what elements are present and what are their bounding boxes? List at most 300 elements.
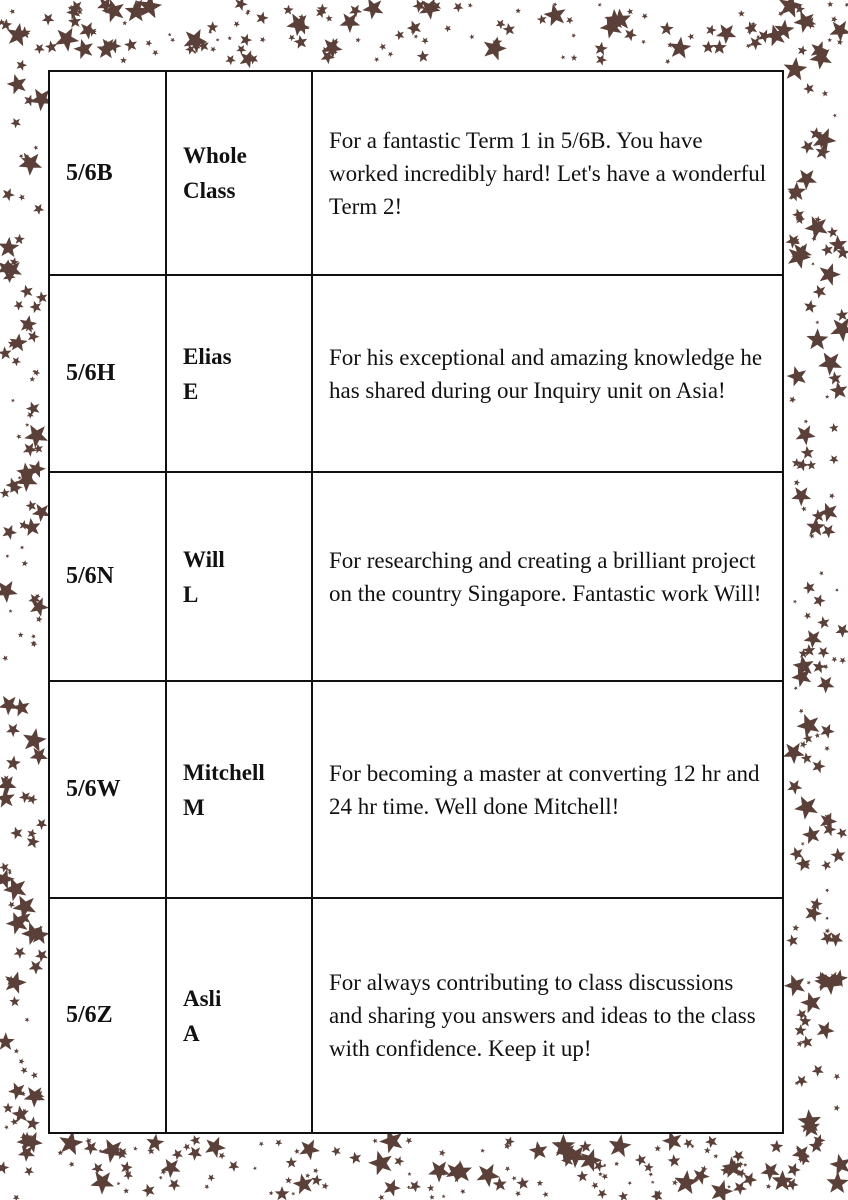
star-icon (35, 949, 48, 962)
star-icon (240, 34, 252, 46)
star-icon (595, 42, 608, 55)
star-icon (133, 1146, 138, 1151)
star-icon (627, 8, 634, 15)
star-icon (409, 1181, 421, 1193)
star-icon (815, 733, 821, 739)
star-icon (25, 1018, 30, 1023)
star-icon (4, 1125, 9, 1130)
star-icon (484, 37, 507, 61)
star-icon (596, 54, 607, 65)
star-icon (624, 29, 637, 42)
star-icon (537, 1180, 544, 1186)
star-icon (227, 36, 232, 41)
star-icon (26, 500, 37, 511)
star-icon (515, 8, 521, 14)
star-icon (648, 1172, 653, 1177)
star-icon (299, 1140, 320, 1161)
star-icon (818, 647, 830, 658)
star-icon (1, 260, 22, 281)
star-icon (787, 366, 807, 386)
star-icon (159, 1176, 163, 1180)
star-icon (24, 1087, 45, 1108)
star-icon (14, 301, 24, 311)
star-icon (800, 992, 820, 1013)
star-icon (325, 15, 332, 22)
class-label: 5/6B (66, 159, 113, 186)
star-icon (529, 1141, 548, 1160)
star-icon (117, 1182, 121, 1186)
star-icon (795, 1024, 807, 1036)
star-icon (207, 21, 218, 32)
star-icon (9, 609, 13, 613)
star-icon (804, 419, 808, 424)
star-icon (449, 1160, 472, 1182)
star-icon (835, 588, 839, 592)
star-icon (120, 57, 127, 64)
class-cell (50, 473, 167, 680)
star-icon (821, 860, 831, 870)
star-icon (683, 1139, 693, 1149)
star-icon (835, 624, 848, 638)
star-icon (827, 38, 832, 43)
star-icon (225, 55, 236, 65)
star-icon (833, 114, 837, 118)
star-icon (792, 924, 799, 931)
star-icon (669, 37, 691, 59)
star-icon (210, 47, 216, 53)
star-icon (322, 1182, 329, 1189)
star-icon (537, 14, 547, 24)
star-icon (733, 1182, 747, 1196)
star-icon (804, 300, 817, 313)
star-icon (8, 901, 15, 908)
star-icon (14, 1048, 19, 1053)
star-icon (798, 46, 808, 56)
star-icon (259, 1142, 264, 1147)
star-icon (711, 1180, 733, 1200)
star-icon (825, 395, 829, 399)
star-icon (45, 41, 58, 54)
star-icon (59, 1131, 83, 1155)
star-icon (813, 759, 826, 773)
star-icon (817, 677, 835, 694)
star-icon (331, 1147, 341, 1157)
star-icon (439, 1149, 446, 1156)
student-last-name: L (183, 581, 199, 607)
star-icon (743, 1172, 757, 1187)
star-icon (796, 170, 817, 190)
star-icon (123, 1188, 129, 1194)
star-icon (30, 376, 36, 382)
star-icon (704, 1147, 711, 1154)
star-icon (800, 140, 814, 154)
star-icon (660, 22, 674, 36)
star-icon (821, 525, 835, 539)
star-icon (577, 1170, 589, 1181)
star-icon (294, 1148, 300, 1154)
star-icon (815, 320, 819, 324)
star-icon (802, 826, 820, 844)
star-icon (13, 1195, 20, 1200)
star-icon (561, 55, 565, 60)
star-icon (42, 14, 55, 26)
reason-cell (313, 682, 782, 897)
star-icon (784, 57, 808, 80)
star-icon (825, 928, 831, 934)
star-icon (22, 560, 29, 566)
star-icon (801, 842, 805, 846)
star-icon (408, 1172, 412, 1176)
star-icon (813, 660, 826, 673)
student-cell (167, 682, 313, 897)
star-icon (288, 35, 295, 42)
star-icon (20, 315, 37, 333)
star-icon (379, 43, 386, 50)
student-first-name: Whole (183, 143, 247, 168)
star-icon (28, 331, 40, 343)
star-icon (790, 847, 804, 861)
star-icon (421, 38, 428, 45)
star-icon (542, 1191, 548, 1197)
star-icon (829, 493, 835, 499)
star-icon (0, 488, 10, 498)
star-icon (190, 1135, 200, 1146)
star-icon (668, 1154, 681, 1167)
star-icon (705, 1136, 717, 1149)
award-reason: For a fantastic Term 1 in 5/6B. You have worked incredibly hard! Let's have a wonderful Term 2! (329, 127, 767, 219)
star-icon (805, 216, 828, 240)
star-icon (820, 812, 837, 830)
star-icon (33, 145, 38, 150)
star-icon (34, 44, 45, 54)
star-icon (388, 52, 394, 58)
star-icon (794, 686, 798, 690)
star-icon (810, 898, 823, 911)
star-icon (11, 118, 22, 128)
star-icon (18, 632, 24, 638)
star-icon (417, 50, 429, 62)
star-icon (807, 981, 811, 985)
star-icon (5, 971, 27, 993)
star-icon (9, 9, 15, 15)
star-icon (825, 917, 829, 921)
star-icon (816, 145, 831, 160)
star-icon (687, 33, 694, 40)
star-icon (833, 1074, 840, 1081)
star-icon (311, 1174, 322, 1185)
star-icon (395, 1156, 405, 1166)
star-icon (811, 41, 829, 60)
star-icon (11, 399, 15, 403)
star-icon (820, 724, 835, 739)
star-icon (6, 756, 21, 771)
star-icon (822, 90, 829, 96)
star-icon (170, 38, 175, 43)
award-reason: For his exceptional and amazing knowledge he has shared during our Inquiry unit on Asia! (329, 344, 763, 403)
star-icon (31, 1072, 38, 1079)
star-icon (18, 476, 22, 480)
class-cell (50, 682, 167, 897)
star-icon (19, 1058, 25, 1064)
star-icon (598, 1172, 603, 1177)
star-icon (674, 1170, 698, 1194)
star-icon (0, 1161, 9, 1174)
star-icon (90, 1172, 114, 1195)
star-icon (712, 40, 727, 54)
star-icon (36, 616, 43, 623)
star-icon (240, 50, 257, 68)
star-icon (819, 571, 824, 576)
star-icon (797, 714, 820, 737)
star-icon (427, 1184, 434, 1191)
star-icon (635, 1154, 646, 1166)
star-icon (26, 1116, 40, 1130)
star-icon (836, 828, 847, 839)
student-first-name: Elias (183, 343, 232, 369)
star-icon (817, 616, 829, 629)
star-icon (813, 285, 827, 299)
star-icon (7, 74, 27, 94)
star-icon (831, 16, 838, 23)
student-cell (167, 899, 313, 1132)
star-icon (31, 634, 36, 639)
star-icon (571, 33, 576, 38)
star-icon (794, 796, 818, 820)
student-first-name: Mitchell (183, 759, 265, 785)
star-icon (2, 525, 17, 540)
star-icon (766, 1184, 772, 1190)
star-icon (702, 41, 715, 53)
star-icon (821, 244, 833, 256)
star-icon (803, 582, 815, 595)
award-row (50, 276, 782, 473)
star-icon (820, 263, 841, 286)
star-icon (14, 947, 26, 959)
star-icon (844, 3, 848, 8)
star-icon (651, 1180, 655, 1184)
star-icon (826, 1172, 848, 1194)
star-icon (460, 1189, 466, 1195)
star-icon (829, 455, 839, 464)
star-icon (794, 479, 800, 486)
star-icon (429, 1194, 435, 1200)
star-icon (784, 975, 805, 997)
star-icon (161, 1159, 181, 1178)
star-icon (758, 30, 772, 44)
class-cell (50, 899, 167, 1132)
star-icon (20, 546, 25, 550)
star-icon (20, 1067, 27, 1074)
star-icon (644, 1162, 654, 1172)
star-icon (713, 1154, 718, 1159)
star-icon (628, 1181, 632, 1185)
star-icon (614, 1161, 619, 1166)
star-icon (183, 1143, 190, 1151)
star-icon (260, 37, 266, 43)
reason-cell (313, 276, 782, 471)
star-icon (216, 38, 220, 42)
star-icon (8, 1082, 25, 1100)
star-icon (275, 1139, 283, 1146)
star-icon (235, 0, 248, 11)
award-row (50, 473, 782, 682)
star-icon (665, 59, 671, 64)
star-icon (812, 1065, 824, 1077)
star-icon (283, 5, 294, 15)
star-icon (811, 262, 815, 266)
award-reason: For researching and creating a brilliant project on the country Singapore. Fantastic work Will! (329, 547, 762, 606)
star-icon (253, 1166, 257, 1170)
star-icon (18, 194, 25, 201)
star-icon (796, 425, 816, 445)
star-icon (24, 425, 48, 448)
star-icon (372, 1138, 377, 1143)
star-icon (827, 227, 838, 238)
star-icon (23, 728, 47, 752)
student-cell (167, 72, 313, 274)
student-last-name: A (183, 1020, 200, 1046)
star-icon (68, 15, 81, 28)
star-icon (598, 3, 602, 7)
star-icon (414, 34, 419, 39)
class-cell (50, 276, 167, 471)
star-icon (0, 696, 19, 716)
star-icon (349, 1152, 361, 1164)
star-icon (444, 25, 451, 32)
star-icon (3, 1103, 14, 1113)
star-icon (147, 1147, 154, 1154)
star-icon (806, 328, 828, 349)
award-row (50, 899, 782, 1132)
star-icon (601, 1173, 608, 1180)
star-icon (17, 60, 28, 71)
star-icon (233, 21, 240, 27)
star-icon (641, 40, 646, 45)
star-icon (830, 21, 848, 42)
star-icon (84, 1141, 98, 1155)
star-icon (305, 1173, 310, 1178)
star-icon (839, 657, 846, 664)
star-icon (830, 848, 845, 863)
star-icon (275, 1186, 290, 1200)
star-icon (496, 20, 506, 30)
star-icon (786, 935, 798, 947)
star-icon (33, 204, 44, 215)
star-icon (618, 1191, 628, 1200)
star-icon (801, 506, 807, 512)
star-icon (14, 234, 25, 245)
star-icon (204, 1184, 209, 1189)
class-label: 5/6H (66, 360, 116, 386)
star-icon (24, 1167, 34, 1176)
star-icon (28, 829, 37, 839)
star-icon (793, 600, 797, 604)
star-icon (124, 38, 137, 51)
awards-table (48, 70, 784, 1134)
star-icon (285, 1177, 292, 1184)
star-icon (824, 746, 830, 751)
star-icon (804, 630, 822, 648)
star-icon (770, 1140, 783, 1153)
class-label: 5/6N (66, 563, 114, 589)
star-icon (294, 35, 308, 49)
star-icon (571, 54, 578, 60)
star-icon (716, 24, 736, 44)
star-icon (228, 1161, 239, 1172)
class-cell (50, 72, 167, 274)
star-icon (642, 13, 649, 19)
star-icon (442, 1194, 446, 1198)
star-icon (36, 819, 48, 830)
star-icon (836, 309, 848, 321)
star-icon (91, 1163, 103, 1175)
star-icon (6, 554, 10, 558)
star-icon (830, 1154, 848, 1175)
star-icon (384, 1179, 401, 1196)
star-icon (142, 1184, 155, 1197)
star-icon (395, 30, 405, 40)
star-icon (654, 1145, 661, 1152)
star-icon (26, 402, 40, 416)
star-icon (515, 1191, 521, 1197)
star-icon (544, 4, 566, 26)
star-icon (407, 21, 421, 36)
student-last-name: E (183, 378, 199, 404)
star-icon (269, 1191, 274, 1196)
star-icon (591, 1182, 598, 1189)
star-icon (172, 1149, 183, 1160)
student-cell (167, 276, 313, 471)
star-icon (800, 1036, 813, 1049)
star-icon (2, 655, 8, 661)
star-icon (609, 1134, 632, 1157)
star-icon (809, 533, 815, 539)
star-icon (146, 40, 153, 47)
star-icon (168, 1179, 180, 1191)
star-icon (469, 34, 474, 39)
star-icon (79, 22, 96, 39)
student-first-name: Will (183, 546, 225, 572)
reason-cell (313, 473, 782, 680)
student-first-name: Asli (183, 985, 222, 1011)
class-label: 5/6W (66, 776, 121, 802)
class-label: 5/6Z (66, 1002, 113, 1028)
star-icon (25, 423, 29, 427)
star-icon (236, 45, 246, 55)
star-icon (831, 657, 837, 663)
star-icon (29, 961, 44, 975)
star-icon (706, 25, 717, 36)
star-icon (825, 888, 829, 892)
star-icon (349, 5, 362, 18)
star-icon (738, 10, 745, 17)
star-icon (468, 3, 473, 8)
student-last-name: Class (183, 178, 236, 203)
student-cell (167, 473, 313, 680)
star-icon (168, 33, 172, 37)
star-icon (481, 1148, 486, 1153)
star-icon (493, 1177, 507, 1191)
star-icon (827, 1, 833, 7)
star-icon (152, 50, 159, 56)
star-icon (830, 318, 848, 342)
star-icon (789, 396, 796, 403)
star-icon (804, 612, 811, 619)
award-row (50, 682, 782, 899)
star-icon (313, 1168, 318, 1174)
reason-cell (313, 72, 782, 274)
star-icon (20, 285, 33, 298)
